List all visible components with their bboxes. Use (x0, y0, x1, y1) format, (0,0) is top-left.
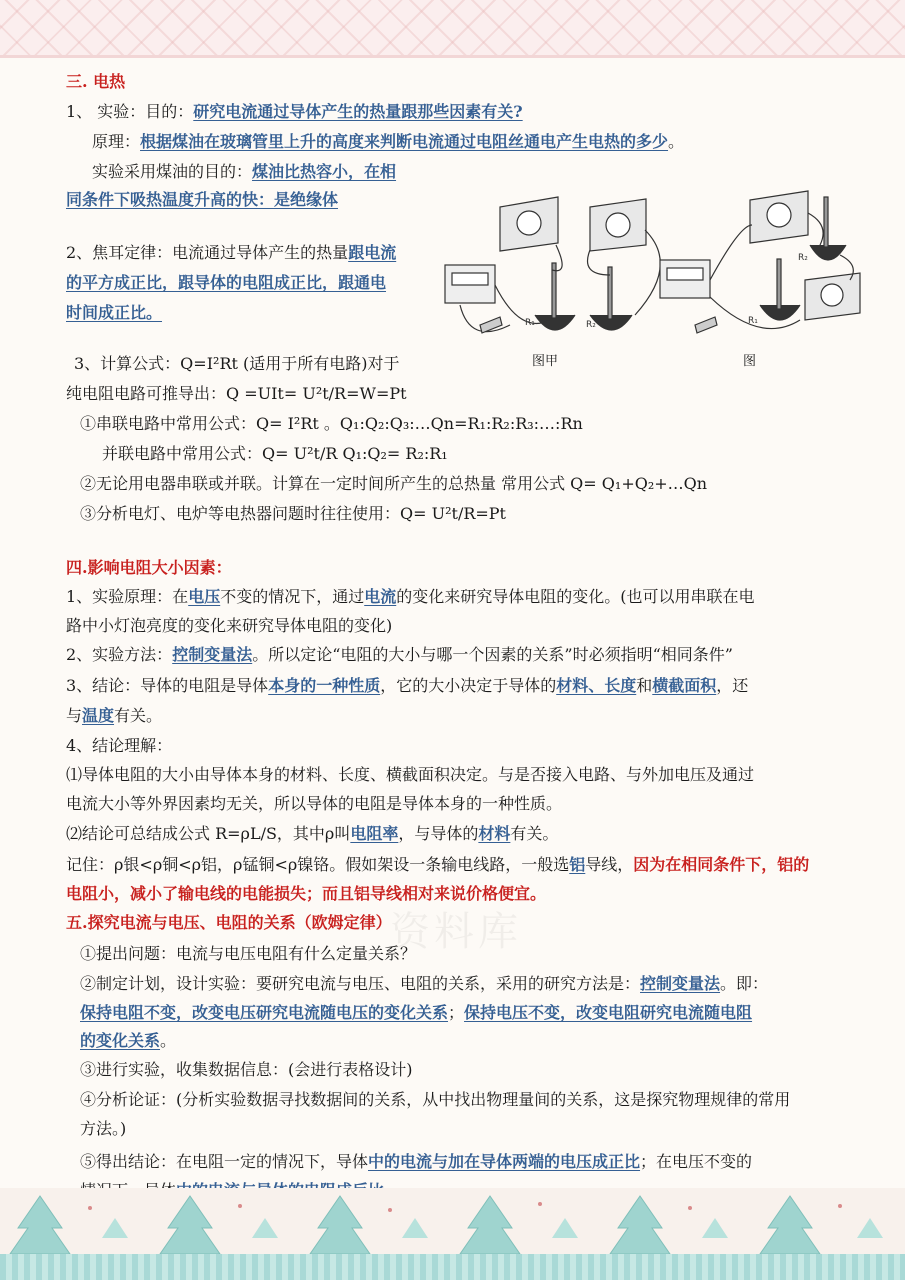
s5-line-2 (80, 974, 768, 994)
s3-l1-answer: 研究电流通过导体产生的热量跟那些因素有关? (193, 102, 523, 121)
s4-line-5 (66, 706, 162, 726)
s4-l9-c: ，与导体的 (398, 824, 479, 843)
s4-l4-c: ，它的大小决定于导体的 (380, 676, 557, 695)
s4-l1-current: 电流 (364, 587, 397, 606)
s4-line-2: 路中小灯泡亮度的变化来研究导体电阻的变化) (66, 616, 393, 635)
s4-l9-material: 材料 (478, 824, 511, 843)
s4-l3-c: 。所以定论“电阻的大小与哪一个因素的关系”时必须指明“相同条件” (252, 645, 733, 664)
s4-l4-material-length: 材料、长度 (556, 676, 637, 695)
decorative-top-border (0, 0, 905, 58)
r1-label-b: R₁ (748, 316, 758, 326)
s3-line-3 (92, 162, 396, 182)
s4-l5-a: 与 (66, 706, 83, 725)
s5-line-5: ③进行实验，收集数据信息：(会进行表格设计) (80, 1060, 413, 1079)
s4-line-7: ⑴导体电阻的大小由导体本身的材料、长度、横截面积决定。与是否接入电路、与外加电压及通过 (66, 765, 755, 784)
figure-a (445, 197, 660, 333)
s3-line-8: 3、计算公式：Q=I²Rt (适用于所有电路)对于 (74, 354, 400, 373)
s5-l8-proportional: 中的电流与加在导体两端的电压成正比 (368, 1152, 641, 1171)
s4-l5-temperature: 温度 (82, 706, 115, 725)
s3-line-6: 的平方成正比，跟导体的电阻成正比，跟通电 (66, 273, 387, 292)
s3-line-5 (66, 243, 396, 263)
s4-l4-g: ，还 (716, 676, 749, 695)
r2-label-a: R₂ (586, 320, 596, 330)
s5-l8-a: ⑤得出结论：在电阻一定的情况下，导体 (80, 1152, 369, 1171)
watermark: 资料库 (390, 909, 522, 955)
s4-l9-resistivity: 电阻率 (350, 824, 399, 843)
s4-l3-a: 2、实验方法： (66, 645, 173, 664)
s4-l1-voltage: 电压 (188, 587, 221, 606)
s3-line-11: 并联电路中常用公式：Q= U²t/R Q₁:Q₂= R₂:R₁ (102, 444, 448, 463)
s3-line-9: 纯电阻电路可推导出：Q =UIt= U²t/R=W=Pt (66, 384, 407, 403)
s4-line-6: 4、结论理解： (66, 736, 173, 755)
s5-line-8 (80, 1152, 752, 1172)
s4-l5-c: 有关。 (114, 706, 163, 725)
s4-l10-reason: 因为在相同条件下，铝的 (633, 855, 810, 874)
s4-line-10 (66, 855, 809, 875)
section-5-title: 五.探究电流与电压、电阻的关系（欧姆定律） (66, 913, 392, 932)
s4-line-4 (66, 676, 748, 696)
s4-l10-aluminum: 铝 (569, 855, 586, 874)
s4-l1-a: 1、实验原理：在 (66, 587, 189, 606)
s4-l10-a: 记住：ρ银<ρ铜<ρ铝，ρ锰铜<ρ镍铬。假如架设一条输电线路，一般选 (66, 855, 570, 874)
s3-l5-answer: 跟电流 (348, 243, 397, 262)
decorative-bottom-border (0, 1188, 905, 1280)
s4-line-3 (66, 645, 733, 665)
s3-line-7: 时间成正比。 (66, 303, 163, 322)
s5-l2-method: 控制变量法 (640, 974, 721, 993)
s5-line-3 (80, 1003, 752, 1023)
s4-l9-e: 有关。 (510, 824, 559, 843)
switch-a (480, 317, 502, 333)
experiment-figures (440, 185, 865, 369)
s3-l1-label: 1、 实验：目的： (66, 102, 194, 121)
s3-line-10: ①串联电路中常用公式：Q= I²Rt 。Q₁:Q₂:Q₃:…Qn=R₁:R₂:R₃:…:Rn (80, 414, 583, 433)
switch-b (695, 317, 717, 333)
s5-l2-a: ②制定计划，设计实验：要研究电流与电压、电阻的关系，采用的研究方法是： (80, 974, 641, 993)
s3-line-1 (66, 102, 523, 122)
s3-l2-answer: 根据煤油在玻璃管里上升的高度来判断电流通过电阻丝通电产生电热的多少 (140, 132, 669, 151)
s3-line-12: ②无论用电器串联或并联。计算在一定时间所产生的总热量 常用公式 Q= Q₁+Q₂+…Qn (80, 474, 708, 493)
section-4-title: 四.影响电阻大小因素： (66, 558, 232, 577)
s4-l3-method: 控制变量法 (172, 645, 253, 664)
s3-line-4: 同条件下吸热温度升高的快：是绝缘体 (66, 190, 339, 209)
bottom-stripe-band (0, 1254, 905, 1280)
section-3-title: 三. 电热 (66, 72, 126, 91)
s3-line-2 (92, 132, 684, 152)
s4-line-1 (66, 587, 754, 607)
r1-label-a: R₁ (525, 318, 535, 328)
s4-l1-e: 的变化来研究导体电阻的变化。(也可以用串联在电 (396, 587, 755, 606)
s5-line-7: 方法。) (80, 1119, 127, 1138)
s4-l4-property: 本身的一种性质 (268, 676, 381, 695)
s4-line-8: 电流大小等外界因素均无关，所以导体的电阻是导体本身的一种性质。 (66, 794, 563, 813)
experiment-circuit-illustration (440, 185, 865, 365)
s5-l3-c: 保持电压不变，改变电阻研究电流随电阻 (464, 1003, 753, 1022)
s4-l4-e: 和 (636, 676, 653, 695)
s3-l2-label: 原理： (92, 132, 141, 151)
s4-line-9 (66, 824, 558, 844)
s4-l4-a: 3、结论：导体的电阻是导体 (66, 676, 269, 695)
s5-l4-a: 的变化关系 (80, 1031, 161, 1050)
s3-l3-answer: 煤油比热容小，在相 (252, 162, 397, 181)
figure-b (660, 191, 860, 333)
s5-l8-c: ；在电压不变的 (640, 1152, 753, 1171)
figure-a-caption: 图甲 (532, 354, 559, 369)
s5-l4-b: 。 (160, 1031, 177, 1050)
s4-l1-c: 不变的情况下，通过 (220, 587, 365, 606)
s3-l3-label: 实验采用煤油的目的： (92, 162, 253, 181)
s5-line-6: ④分析论证：(分析实验数据寻找数据间的关系，从中找出物理量间的关系，这是探究物理规律的常用 (80, 1090, 791, 1109)
s3-l2-end: 。 (668, 132, 685, 151)
s4-line-11: 电阻小，减小了输电线的电能损失；而且铝导线相对来说价格便宜。 (66, 884, 547, 903)
figure-b-caption: 图 (743, 354, 757, 369)
s4-l4-area: 横截面积 (652, 676, 717, 695)
s5-line-1: ①提出问题：电流与电压电阻有什么定量关系？ (80, 944, 417, 963)
s4-l10-c: 导线， (585, 855, 634, 874)
s5-l3-a: 保持电阻不变，改变电压研究电流随电压的变化关系 (80, 1003, 449, 1022)
s5-line-4 (80, 1031, 176, 1051)
s3-l5-label: 2、焦耳定律：电流通过导体产生的热量 (66, 243, 349, 262)
s5-l3-b: ； (448, 1003, 465, 1022)
s5-l2-c: 。即： (720, 974, 769, 993)
s4-l9-a: ⑵结论可总结成公式 R=ρL/S，其中ρ叫 (66, 824, 351, 843)
r2-label-b: R₂ (798, 253, 808, 263)
s3-line-13: ③分析电灯、电炉等电热器问题时往往使用：Q= U²t/R=Pt (80, 504, 506, 523)
